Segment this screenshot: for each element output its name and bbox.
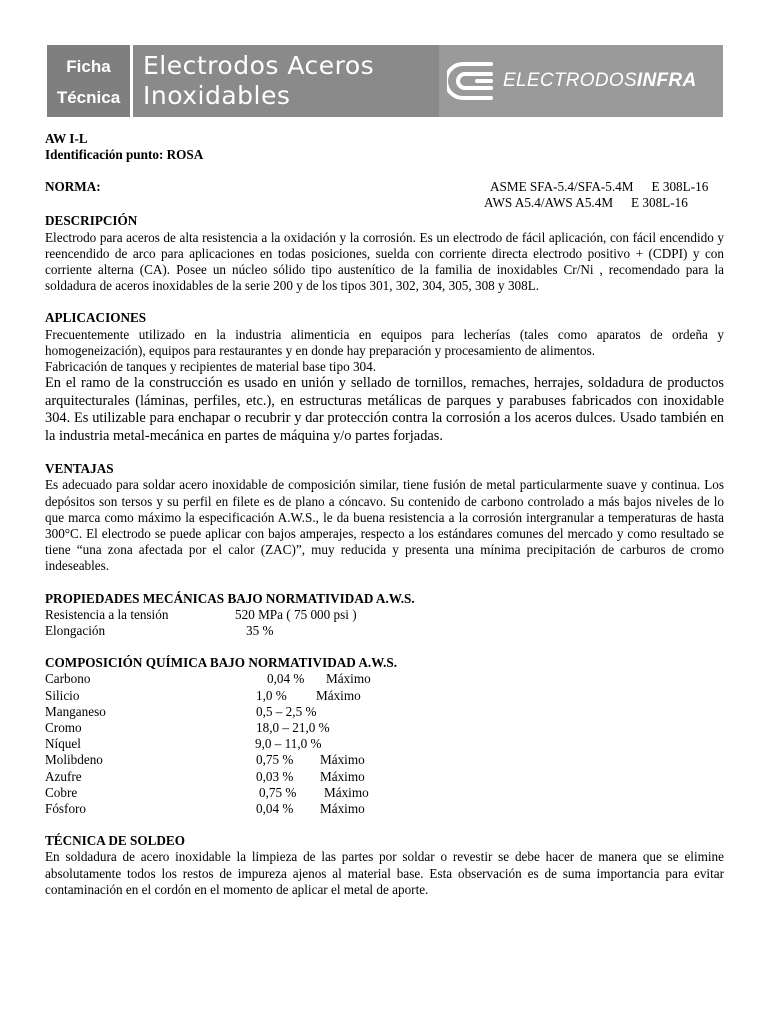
element-note: Máximo — [320, 752, 365, 768]
tecnica-heading: TÉCNICA DE SOLDEO — [45, 833, 185, 849]
descripcion-heading: DESCRIPCIÓN — [45, 213, 138, 229]
element-value: 18,0 – 21,0 % — [256, 720, 330, 735]
element-note: Máximo — [320, 800, 365, 816]
document-body — [45, 131, 724, 898]
propiedad-value: 520 MPa ( 75 000 psi ) — [235, 606, 357, 622]
brand-light: ELECTRODOS — [503, 70, 637, 91]
composicion-row — [45, 785, 724, 801]
document-header — [47, 45, 723, 117]
composicion-row — [45, 720, 724, 736]
composicion-row — [45, 736, 724, 752]
ventajas-heading: VENTAJAS — [45, 461, 114, 477]
element-name: Cobre — [45, 784, 78, 800]
norma-label: NORMA: — [45, 179, 101, 195]
ficha-label: Ficha — [66, 57, 111, 76]
element-value: 0,04 % — [256, 800, 294, 816]
element-name: Fósforo — [45, 800, 87, 816]
propiedad-row — [45, 623, 724, 639]
product-identification: Identificación punto: ROSA — [45, 147, 204, 163]
element-value: 0,04 % — [267, 671, 305, 687]
descripcion-text: Electrodo para aceros de alta resistencia a la oxidación y la corrosión. Es un electrodo de fácil aplicación, con fácil encendido y reencendido de arco para aplicaciones en todas posiciones, suelda con corriente directa electrodo positivo + (CDPI) y con corriente alterna (CA). Posee un núcleo sólido tipo austenítico de la familia de inoxidables Cr/Ni , recomendado para la soldadura de aceros inoxidables de la serie 200 y de los tipos 301, 302, 304, 305, 308 y 308L. — [45, 229, 724, 294]
element-value: 9,0 – 11,0 % — [255, 736, 322, 752]
element-note: Máximo — [316, 687, 361, 703]
element-name: Silicio — [45, 687, 80, 703]
title-line-1: Electrodos Aceros — [143, 51, 375, 80]
element-name: Níquel — [45, 736, 81, 752]
element-value: 0,75 % — [259, 784, 297, 800]
ficha-tecnica-box — [47, 45, 133, 117]
element-name: Azufre — [45, 768, 82, 784]
brand-bold: INFRA — [636, 70, 697, 91]
element-name: Carbono — [45, 671, 91, 687]
norma-line-2 — [484, 195, 688, 211]
composicion-row — [45, 704, 724, 720]
product-code: AW I-L — [45, 131, 88, 146]
tecnica-text: En soldadura de acero inoxidable la limpieza de las partes por soldar o revestir se debe hacer de manera que se elimine absolutamente todos los restos de impureza ajenos al material base. Esta observación es de suma importancia para evitar contaminación en el cordón en el momento de aplicar el metal de aporte. — [45, 849, 724, 897]
aplicaciones-heading: APLICACIONES — [45, 310, 147, 326]
composicion-row — [45, 801, 724, 817]
element-note: Máximo — [320, 768, 365, 784]
brand-logo — [439, 45, 723, 117]
element-value: 0,75 % — [256, 752, 294, 768]
element-value: 0,5 – 2,5 % — [256, 703, 317, 719]
norma-line-1 — [490, 179, 708, 195]
tecnica-label: Técnica — [56, 88, 121, 107]
propiedad-label: Resistencia a la tensión — [45, 606, 169, 622]
composicion-row — [45, 671, 724, 687]
propiedad-label: Elongación — [45, 623, 106, 639]
norma-section — [45, 179, 724, 213]
element-value: 0,03 % — [256, 768, 294, 784]
title-line-2: Inoxidables — [143, 81, 291, 110]
composicion-row — [45, 769, 724, 785]
norma-class-1: E 308L-16 — [651, 179, 709, 195]
norma-class-2: E 308L-16 — [631, 195, 688, 211]
composicion-heading: COMPOSICIÓN QUÍMICA BAJO NORMATIVIDAD A.W.S. — [45, 655, 398, 671]
composicion-row — [45, 688, 724, 704]
aplicaciones-text-1: Frecuentemente utilizado en la industria alimenticia en equipos para lecherías (tales como aparatos de ordeña y homogeneización), equipos para restaurantes y en donde hay preparación y procesamiento de alimentos. — [45, 326, 724, 358]
norma-std-2: AWS A5.4/AWS A5.4M — [484, 195, 614, 211]
norma-std-1: ASME SFA-5.4/SFA-5.4M — [490, 179, 634, 195]
infra-logo-icon — [447, 57, 499, 105]
element-note: Máximo — [326, 671, 371, 687]
element-name: Manganeso — [45, 703, 106, 719]
element-name: Cromo — [45, 720, 82, 735]
element-note: Máximo — [324, 784, 369, 800]
propiedad-value: 35 % — [246, 623, 274, 639]
element-name: Molibdeno — [45, 752, 103, 768]
aplicaciones-text-3: En el ramo de la construcción es usado en unión y sellado de tornillos, remaches, herrajes, soldadura de productos arquitecturales (láminas, perfiles, etc.), en estructuras metálicas de parques y parabuses fabricados con inoxidable 304. Es utilizable para enchapar o recubrir y dar protección contra la corrosión a los aceros dulces. Usado también en la industria metal-mecánica en partes de máquina y/o partes forjadas. — [45, 375, 724, 444]
ventajas-text: Es adecuado para soldar acero inoxidable de composición similar, tiene fusión de metal particularmente suave y continua. Los depósitos son tersos y su perfil en filete es de plano a cóncavo. Su contenido de carbono controlado a más bajos niveles de lo que marca como máximo la especificación A.W.S., le da buena resistencia a la corrosión intergranular a temperaturas de hasta 300°C. El electrodo se puede aplicar con bajos amperajes, respecto a los estándares comunes del mercado y como resultado se tiene “una zona afectada por el calor (ZAC)”, muy reducida y presenta una mínima precipitación de carburos de cromo indeseables. — [45, 477, 724, 574]
propiedades-heading: PROPIEDADES MECÁNICAS BAJO NORMATIVIDAD A.W.S. — [45, 590, 415, 606]
propiedad-row — [45, 607, 724, 623]
document-title — [143, 51, 443, 111]
brand-name — [503, 70, 696, 92]
composicion-row — [45, 752, 724, 768]
aplicaciones-text-2: Fabricación de tanques y recipientes de material base tipo 304. — [45, 359, 377, 375]
element-value: 1,0 % — [256, 687, 287, 703]
